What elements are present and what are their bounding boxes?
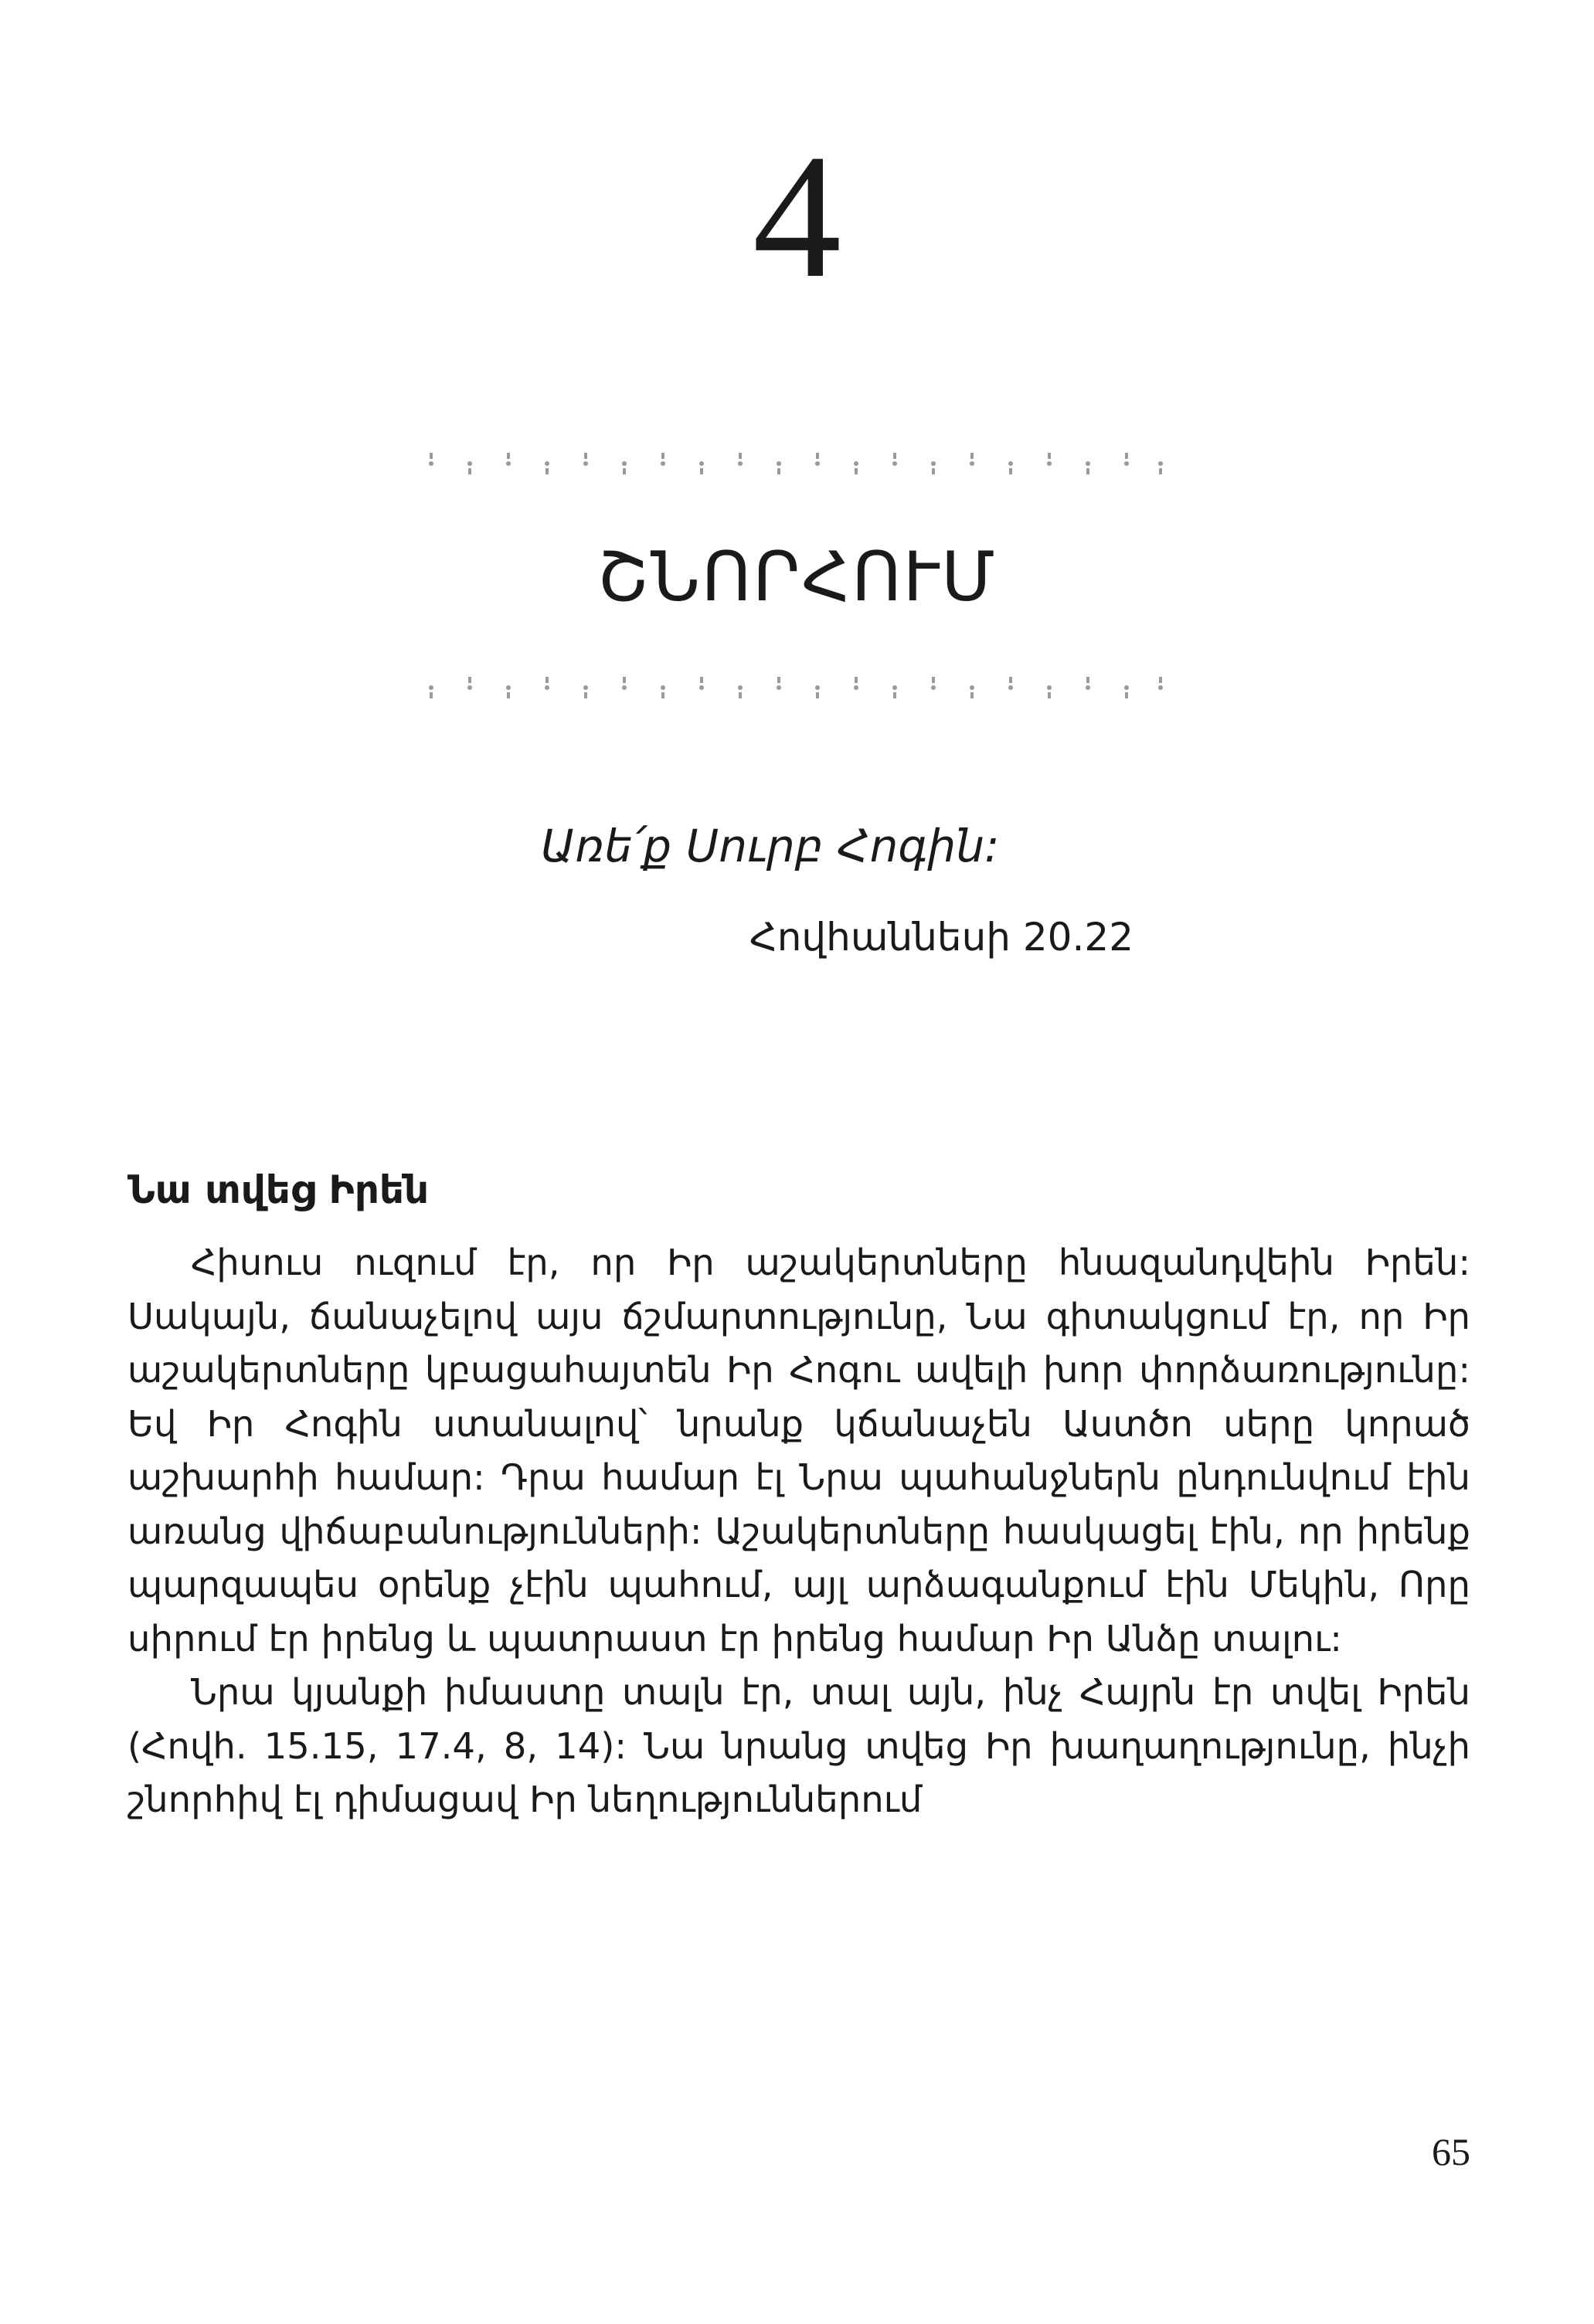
epigraph-reference: Հովհաննեսի 20.22: [749, 915, 1133, 960]
ornament-divider-bottom: [425, 672, 1167, 703]
paragraph: Հիսուս ուզում էր, որ Իր աշակերտները հնազանդվեին Իրեն: Սակայն, ճանաչելով այս ճշմարտությունը, Նա գիտակցում էր, որ Իր աշակերտները կբացահայտեն Իր Հոգու ավելի խոր փորձառությունը: Եվ Իր Հոգին ստանալով՝ նրանք կճանաչեն Աստծո սերը կորած աշխարհի համար: Դրա համար էլ Նրա պահանջներն ընդունվում էին առանց վիճաբանությունների: Աշակերտները հասկացել էին, որ իրենք պարզապես օրենք չէին պահում, այլ արձագանքում էին Մեկին, Որը սիրում էր իրենց և պատրաստ էր իրենց համար Իր Անձը տալու:: [127, 1242, 1470, 1660]
epigraph-quote: Առե՛ք Սուրբ Հոգին:: [541, 820, 1000, 872]
section-heading: Նա տվեց Իրեն: [127, 1167, 430, 1212]
chapter-number: 4: [753, 117, 841, 314]
body-text: [127, 1236, 1470, 1827]
chapter-title: ՇՆՈՐՀՈՒՄ: [597, 537, 997, 617]
page-number: 65: [1432, 2130, 1470, 2173]
paragraph: Նրա կյանքի իմաստը տալն էր, տալ այն, ինչ Հայրն էր տվել Իրեն (Հովհ. 15.15, 17.4, 8, 14): Նա նրանց տվեց Իր խաղաղությունը, ինչի շնորհիվ էլ դիմացավ Իր նեղություններում: [127, 1671, 1470, 1820]
ornament-divider-top: [425, 448, 1167, 479]
